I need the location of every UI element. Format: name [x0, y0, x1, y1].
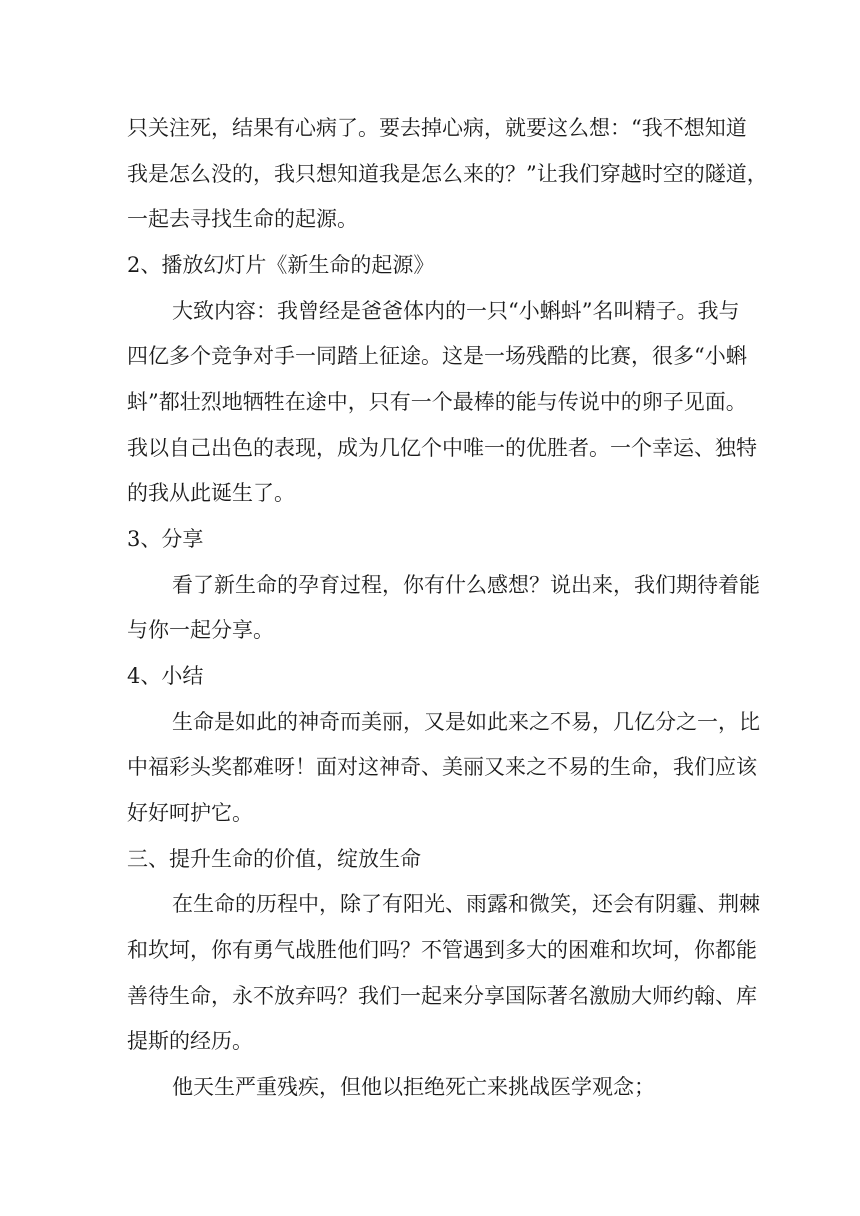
text-line: 他天生严重残疾，但他以拒绝死亡来挑战医学观念； — [172, 1075, 655, 1099]
text-line: 善待生命，永不放弃吗？我们一起来分享国际著名激励大师约翰、库 — [127, 984, 757, 1008]
text-line: 我以自己出色的表现，成为几亿个中唯一的优胜者。一个幸运、独特 — [127, 436, 757, 460]
text-line: 提斯的经历。 — [127, 1029, 253, 1053]
text-line: 我是怎么没的，我只想知道我是怎么来的？”让我们穿越时空的隧道， — [127, 162, 768, 186]
section-heading: 2、播放幻灯片《新生命的起源》 — [127, 253, 435, 277]
text-line: 与你一起分享。 — [127, 618, 274, 642]
section-heading: 3、分享 — [127, 527, 204, 551]
text-line: 蚪”都壮烈地牺牲在途中，只有一个最棒的能与传说中的卵子见面。 — [127, 390, 747, 414]
text-line: 好好呵护它。 — [127, 801, 253, 825]
text-line: 看了新生命的孕育过程，你有什么感想？说出来，我们期待着能 — [172, 573, 760, 597]
text-line: 四亿多个竞争对手一同踏上征途。这是一场残酷的比赛，很多“小蝌 — [127, 344, 747, 368]
text-line: 在生命的历程中，除了有阳光、雨露和微笑，还会有阴霾、荆棘 — [172, 892, 760, 916]
text-line: 和坎坷，你有勇气战胜他们吗？不管遇到多大的困难和坎坷，你都能 — [127, 938, 757, 962]
text-line: 一起去寻找生命的起源。 — [127, 207, 358, 231]
section-heading: 4、小结 — [127, 664, 204, 688]
text-line: 的我从此诞生了。 — [127, 481, 295, 505]
text-line: 只关注死，结果有心病了。要去掉心病，就要这么想：“我不想知道 — [127, 116, 747, 140]
section-heading: 三、提升生命的价值，绽放生命 — [127, 847, 421, 871]
text-line: 生命是如此的神奇而美丽，又是如此来之不易，几亿分之一，比 — [172, 710, 760, 734]
text-line: 大致内容：我曾经是爸爸体内的一只“小蝌蚪”名叫精子。我与 — [172, 299, 740, 323]
text-line: 中福彩头奖都难呀！面对这神奇、美丽又来之不易的生命，我们应该 — [127, 755, 757, 779]
